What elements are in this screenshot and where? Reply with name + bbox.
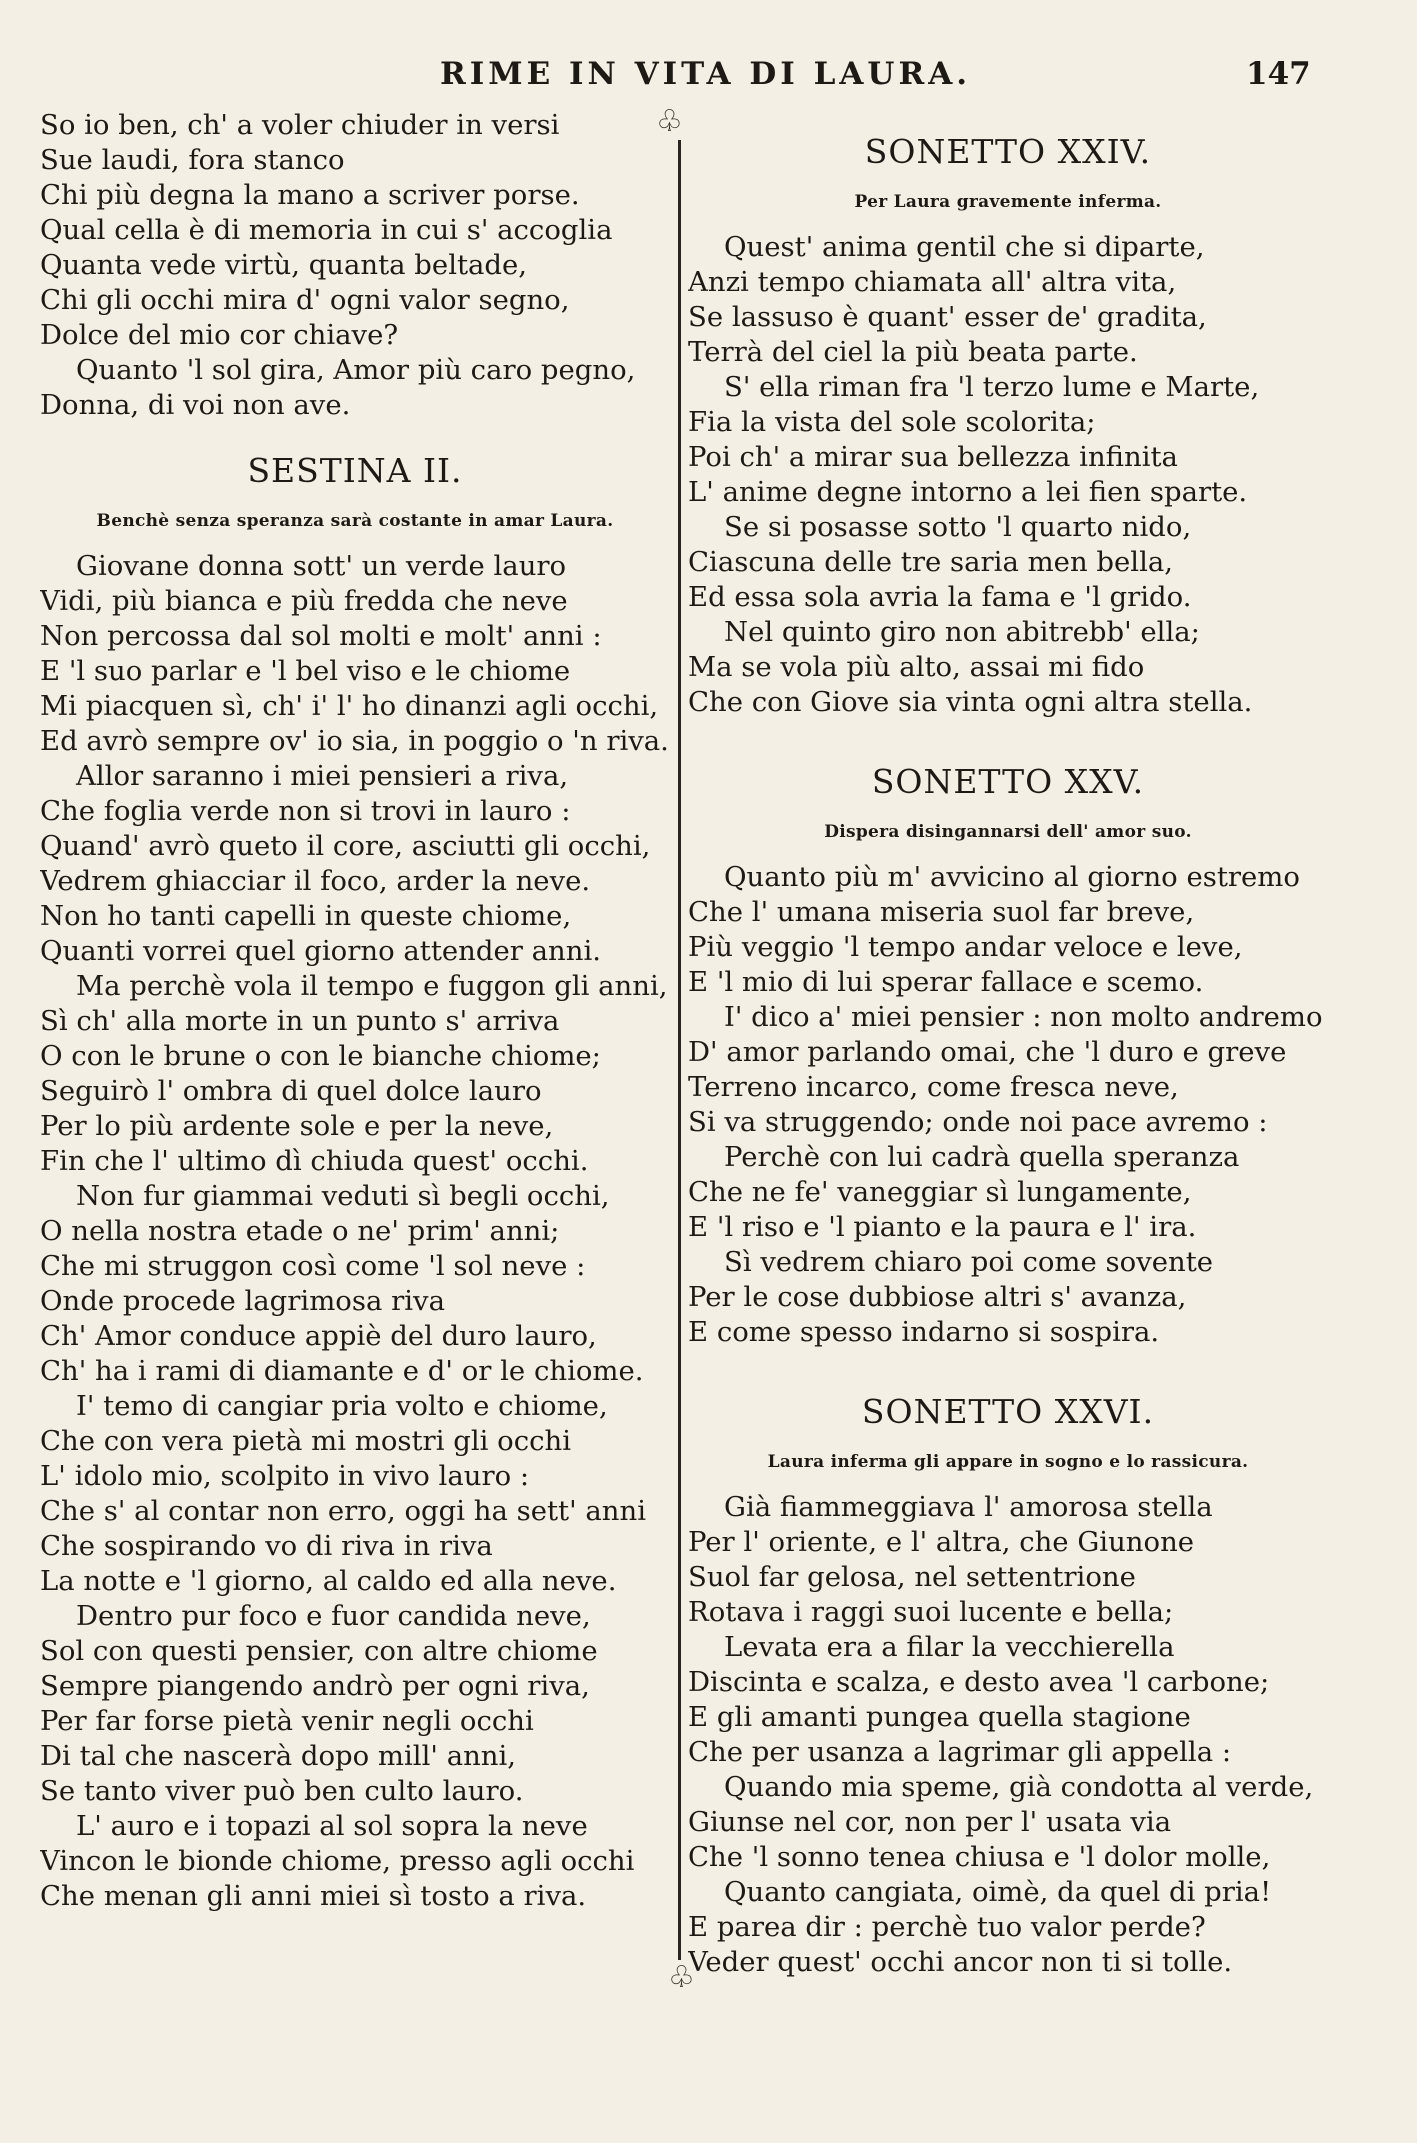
verse-line: Levata era a filar la vecchierella [724,1631,1175,1663]
verse-line: Sol con questi pensier, con altre chiome [40,1635,598,1667]
sonnet-text [688,230,1328,720]
canzone-ending [40,108,670,423]
verse-line: Chi più degna la mano a scriver porse. [40,179,580,211]
verse-line: Anzi tempo chiamata all' altra vita, [688,266,1177,298]
verse-line: I' dico a' miei pensier : non molto andremo [724,1001,1323,1033]
verse-line: Sue laudi, fora stanco [40,144,345,176]
verse-line: Veder quest' occhi ancor non ti si tolle. [688,1946,1233,1978]
verse-line: Che mi struggon così come 'l sol neve : [40,1250,586,1282]
verse-line: Ed essa sola avria la fama e 'l grido. [688,581,1192,613]
verse-line: Terreno incarco, come fresca neve, [688,1071,1179,1103]
verse-line: Ed avrò sempre ov' io sia, in poggio o 'n riva. [40,725,669,757]
verse-line: Si va struggendo; onde noi pace avremo : [688,1106,1268,1138]
verse-line: Giunse nel cor, non per l' usata via [688,1806,1172,1838]
verse-line: Che l' umana miseria suol far breve, [688,896,1195,928]
verse-line: E gli amanti pungea quella stagione [688,1701,1191,1733]
page-number: 147 [1246,56,1311,92]
verse-line: Rotava i raggi suoi lucente e bella; [688,1596,1174,1628]
verse-line: Che ne fe' vaneggiar sì lungamente, [688,1176,1192,1208]
verse-line: E 'l riso e 'l pianto e la paura e l' ira. [688,1211,1197,1243]
verse-line: O con le brune o con le bianche chiome; [40,1040,601,1072]
verse-line: Per lo più ardente sole e per la neve, [40,1110,554,1142]
verse-line: Donna, di voi non ave. [40,389,351,421]
verse-line: Quanto 'l sol gira, Amor più caro pegno, [76,354,636,386]
verse-line: E 'l suo parlar e 'l bel viso e le chiome [40,655,571,687]
sonnet-text [688,860,1328,1350]
verse-line: Per far forse pietà venir negli occhi [40,1705,534,1737]
verse-line: Già fiammeggiava l' amorosa stella [724,1491,1213,1523]
verse-line: Quanti vorrei quel giorno attender anni. [40,935,601,967]
verse-line: Non fur giammai veduti sì begli occhi, [76,1180,610,1212]
verse-line: La notte e 'l giorno, al caldo ed alla neve. [40,1565,617,1597]
verse-line: L' idolo mio, scolpito in vivo lauro : [40,1460,530,1492]
fleuron-icon: ♧ [656,104,683,139]
verse-line: E parea dir : perchè tuo valor perde? [688,1911,1206,1943]
verse-line: Che foglia verde non si trovi in lauro : [40,795,571,827]
verse-line: Se lassuso è quant' esser de' gradita, [688,301,1207,333]
section-subtitle: Per Laura gravemente inferma. [854,192,1162,212]
left-column [40,108,670,1914]
section-title: SONETTO XXV. [871,762,1145,801]
verse-line: Per l' oriente, e l' altra, che Giunone [688,1526,1195,1558]
verse-line: O nella nostra etade o ne' prim' anni; [40,1215,560,1247]
verse-line: Chi gli occhi mira d' ogni valor segno, [40,284,570,316]
verse-line: Più veggio 'l tempo andar veloce e leve, [688,931,1243,963]
verse-line: Che 'l sonno tenea chiusa e 'l dolor molle, [688,1841,1271,1873]
verse-line: Sì vedrem chiaro poi come sovente [724,1246,1214,1278]
verse-line: Per le cose dubbiose altri s' avanza, [688,1281,1187,1313]
verse-line: Se tanto viver può ben culto lauro. [40,1775,524,1807]
verse-line: Ma perchè vola il tempo e fuggon gli anni, [76,970,668,1002]
verse-line: Mi piacquen sì, ch' i' l' ho dinanzi agli occhi, [40,690,659,722]
section-title: SESTINA II. [247,451,463,490]
verse-line: Che per usanza a lagrimar gli appella : [688,1736,1232,1768]
column-divider [678,140,681,1960]
verse-line: Vedrem ghiacciar il foco, arder la neve. [40,865,591,897]
sestina-text [40,549,670,1914]
running-head [0,56,1417,96]
verse-line: Quanto più m' avvicino al giorno estremo [724,861,1300,893]
sonnet-text [688,1490,1328,1980]
verse-line: Poi ch' a mirar sua bellezza infinita [688,441,1178,473]
section-subtitle: Benchè senza speranza sarà costante in amar Laura. [96,511,614,531]
verse-line: Che s' al contar non erro, oggi ha sett' anni [40,1495,646,1527]
verse-line: L' anime degne intorno a lei fien sparte. [688,476,1248,508]
verse-line: E come spesso indarno si sospira. [688,1316,1160,1348]
verse-line: Nel quinto giro non abitrebb' ella; [724,616,1200,648]
verse-line: L' auro e i topazi al sol sopra la neve [76,1810,588,1842]
verse-line: Ch' Amor conduce appiè del duro lauro, [40,1320,597,1352]
verse-line: Di tal che nascerà dopo mill' anni, [40,1740,517,1772]
verse-line: I' temo di cangiar pria volto e chiome, [76,1390,608,1422]
verse-line: Dolce del mio cor chiave? [40,319,399,351]
section-subtitle: Dispera disingannarsi dell' amor suo. [824,822,1192,842]
verse-line: Ciascuna delle tre saria men bella, [688,546,1173,578]
section-title: SONETTO XXVI. [861,1392,1155,1431]
section-title: SONETTO XXIV. [864,132,1152,171]
running-title: RIME IN VITA DI LAURA. [440,56,972,92]
verse-line: Sì ch' alla morte in un punto s' arriva [40,1005,560,1037]
verse-line: Non percossa dal sol molti e molt' anni : [40,620,602,652]
fleuron-icon: ♧ [668,1960,695,1995]
verse-line: Quando mia speme, già condotta al verde, [724,1771,1314,1803]
verse-line: Allor saranno i miei pensieri a riva, [76,760,569,792]
verse-line: Fia la vista del sole scolorita; [688,406,1096,438]
verse-line: Perchè con lui cadrà quella speranza [724,1141,1240,1173]
verse-line: Quanta vede virtù, quanta beltade, [40,249,528,281]
verse-line: Ma se vola più alto, assai mi fido [688,651,1145,683]
verse-line: Che con Giove sia vinta ogni altra stella. [688,686,1253,718]
verse-line: Onde procede lagrimosa riva [40,1285,445,1317]
verse-line: Quand' avrò queto il core, asciutti gli occhi, [40,830,651,862]
verse-line: Se si posasse sotto 'l quarto nido, [724,511,1192,543]
verse-line: Giovane donna sott' un verde lauro [76,550,567,582]
verse-line: Suol far gelosa, nel settentrione [688,1561,1136,1593]
verse-line: Che sospirando vo di riva in riva [40,1530,493,1562]
verse-line: Seguirò l' ombra di quel dolce lauro [40,1075,542,1107]
verse-line: So io ben, ch' a voler chiuder in versi [40,109,560,141]
verse-line: Qual cella è di memoria in cui s' accoglia [40,214,613,246]
verse-line: Discinta e scalza, e desto avea 'l carbone; [688,1666,1270,1698]
verse-line: Non ho tanti capelli in queste chiome, [40,900,572,932]
verse-line: Fin che l' ultimo dì chiuda quest' occhi. [40,1145,589,1177]
verse-line: Vidi, più bianca e più fredda che neve [40,585,568,617]
verse-line: Terrà del ciel la più beata parte. [688,336,1138,368]
verse-line: E 'l mio di lui sperar fallace e scemo. [688,966,1204,998]
verse-line: Dentro pur foco e fuor candida neve, [76,1600,591,1632]
verse-line: Vincon le bionde chiome, presso agli occhi [40,1845,635,1877]
verse-line: Quest' anima gentil che si diparte, [724,231,1205,263]
verse-line: Quanto cangiata, oimè, da quel di pria! [724,1876,1272,1908]
right-column [688,130,1328,1980]
verse-line: Ch' ha i rami di diamante e d' or le chiome. [40,1355,644,1387]
section-subtitle: Laura inferma gli appare in sogno e lo rassicura. [767,1452,1249,1472]
verse-line: D' amor parlando omai, che 'l duro e greve [688,1036,1287,1068]
verse-line: Sempre piangendo andrò per ogni riva, [40,1670,590,1702]
verse-line: S' ella riman fra 'l terzo lume e Marte, [724,371,1260,403]
verse-line: Che menan gli anni miei sì tosto a riva. [40,1880,587,1912]
verse-line: Che con vera pietà mi mostri gli occhi [40,1425,572,1457]
